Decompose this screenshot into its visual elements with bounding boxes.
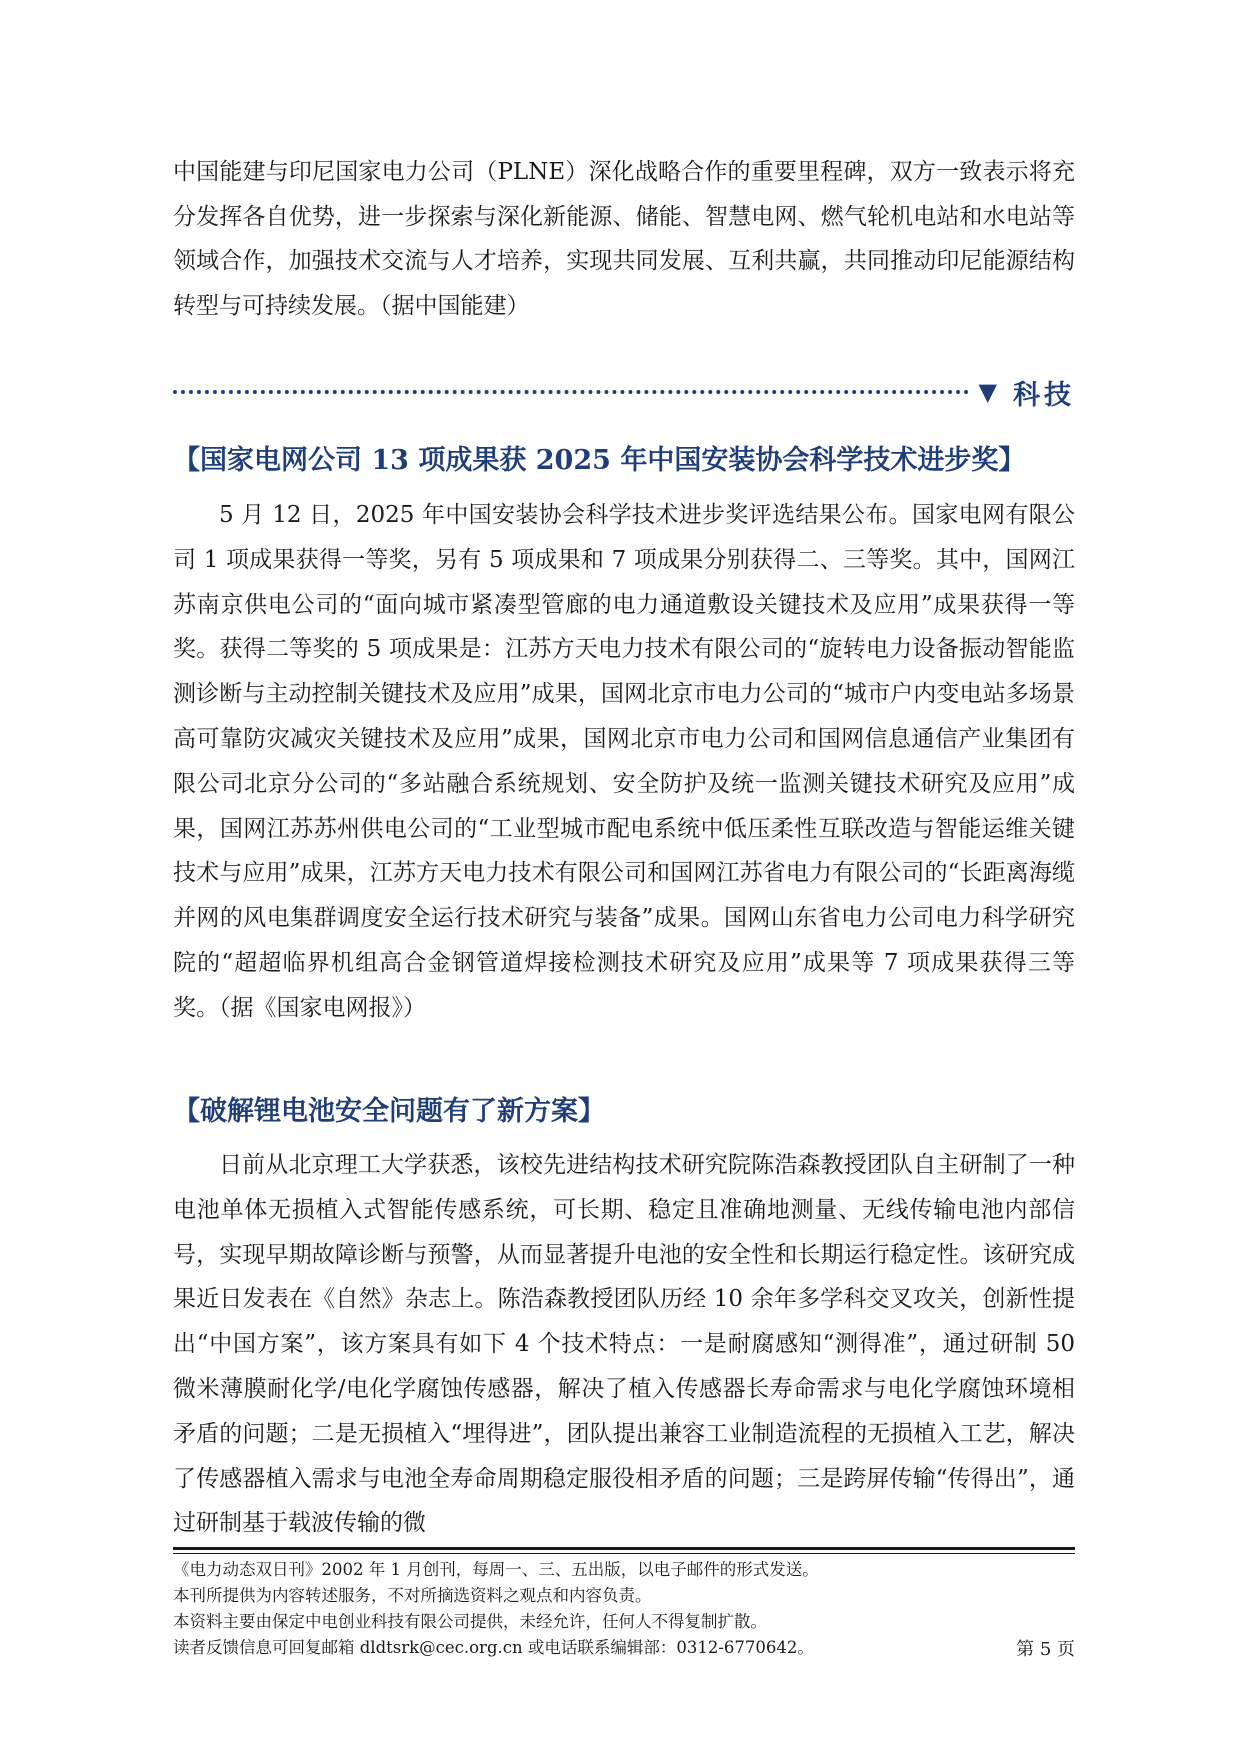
footer-line: 本资料主要由保定中电创业科技有限公司提供，未经允许，任何人不得复制扩散。 xyxy=(173,1612,767,1631)
triangle-down-icon: ▼ xyxy=(978,378,997,406)
section-label: 科技 xyxy=(1013,379,1075,411)
article-body: 5 月 12 日，2025 年中国安装协会科学技术进步奖评选结果公布。国家电网有限公司 1 项成果获得一等奖，另有 5 项成果和 7 项成果分别获得二、三等奖。其中，国网江苏南京供电公司的“面向城市紧凑型管廊的电力通道敷设关键技术及应用”成果获得一等奖。获得二等奖的 5 项成果是：江苏方天电力技术有限公司的“旋转电力设备振动智能监测诊断与主动控制关键技术及应用”成果，国网北京市电力公司的“城市户内变电站多场景高可靠防灾减灾关键技术及应用”成果，国网北京市电力公司和国网信息通信产业集团有限公司北京分公司的“多站融合系统规划、安全防护及统一监测关键技术研究及应用”成果，国网江苏苏州供电公司的“工业型城市配电系统中低压柔性互联改造与智能运维关键技术与应用”成果，江苏方天电力技术有限公司和国网江苏省电力有限公司的“长距离海缆并网的风电集群调度安全运行技术研究与装备”成果。国网山东省电力公司电力科学研究院的“超超临界机组高合金钢管道焊接检测技术研究及应用”成果等 7 项成果获得三等奖。（据《国家电网报》） xyxy=(173,502,1075,1021)
lead-paragraph: 中国能建与印尼国家电力公司（PLNE）深化战略合作的重要里程碑，双方一致表示将充分发挥各自优势，进一步探索与深化新能源、储能、智慧电网、燃气轮机电站和水电站等领域合作，加强技术交流与人才培养，实现共同发展、互利共赢，共同推动印尼能源结构转型与可持续发展。（据中国能建） xyxy=(173,159,1075,319)
section-divider xyxy=(173,370,1075,414)
page-number: 第 5 页 xyxy=(1016,1639,1075,1660)
footer-rule-thick xyxy=(173,1547,1075,1550)
footer-line: 本刊所提供为内容转述服务，不对所摘选资料之观点和内容负责。 xyxy=(173,1586,652,1605)
footer-line: 《电力动态双日刊》2002 年 1 月创刊，每周一、三、五出版，以电子邮件的形式发送。 xyxy=(173,1560,819,1579)
dotted-rule xyxy=(173,390,969,394)
article-title: 【国家电网公司 13 项成果获 2025 年中国安装协会科学技术进步奖】 xyxy=(173,445,1026,476)
footer-line: 读者反馈信息可回复邮箱 dldtsrk@cec.org.cn 或电话联系编辑部：0312-6770642。 xyxy=(173,1638,814,1657)
footer-notes xyxy=(173,1557,1075,1661)
article-title: 【破解锂电池安全问题有了新方案】 xyxy=(173,1096,605,1127)
footer-rule-thin xyxy=(173,1553,1075,1554)
article-body: 日前从北京理工大学获悉，该校先进结构技术研究院陈浩森教授团队自主研制了一种电池单体无损植入式智能传感系统，可长期、稳定且准确地测量、无线传输电池内部信号，实现早期故障诊断与预警，从而显著提升电池的安全性和长期运行稳定性。该研究成果近日发表在《自然》杂志上。陈浩森教授团队历经 10 余年多学科交叉攻关，创新性提出“中国方案”，该方案具有如下 4 个技术特点：一是耐腐感知“测得准”，通过研制 50 微米薄膜耐化学/电化学腐蚀传感器，解决了植入传感器长寿命需求与电化学腐蚀环境相矛盾的问题；二是无损植入“埋得进”，团队提出兼容工业制造流程的无损植入工艺，解决了传感器植入需求与电池全寿命周期稳定服役相矛盾的问题；三是跨屏传输“传得出”，通过研制基于载波传输的微 xyxy=(173,1152,1075,1537)
